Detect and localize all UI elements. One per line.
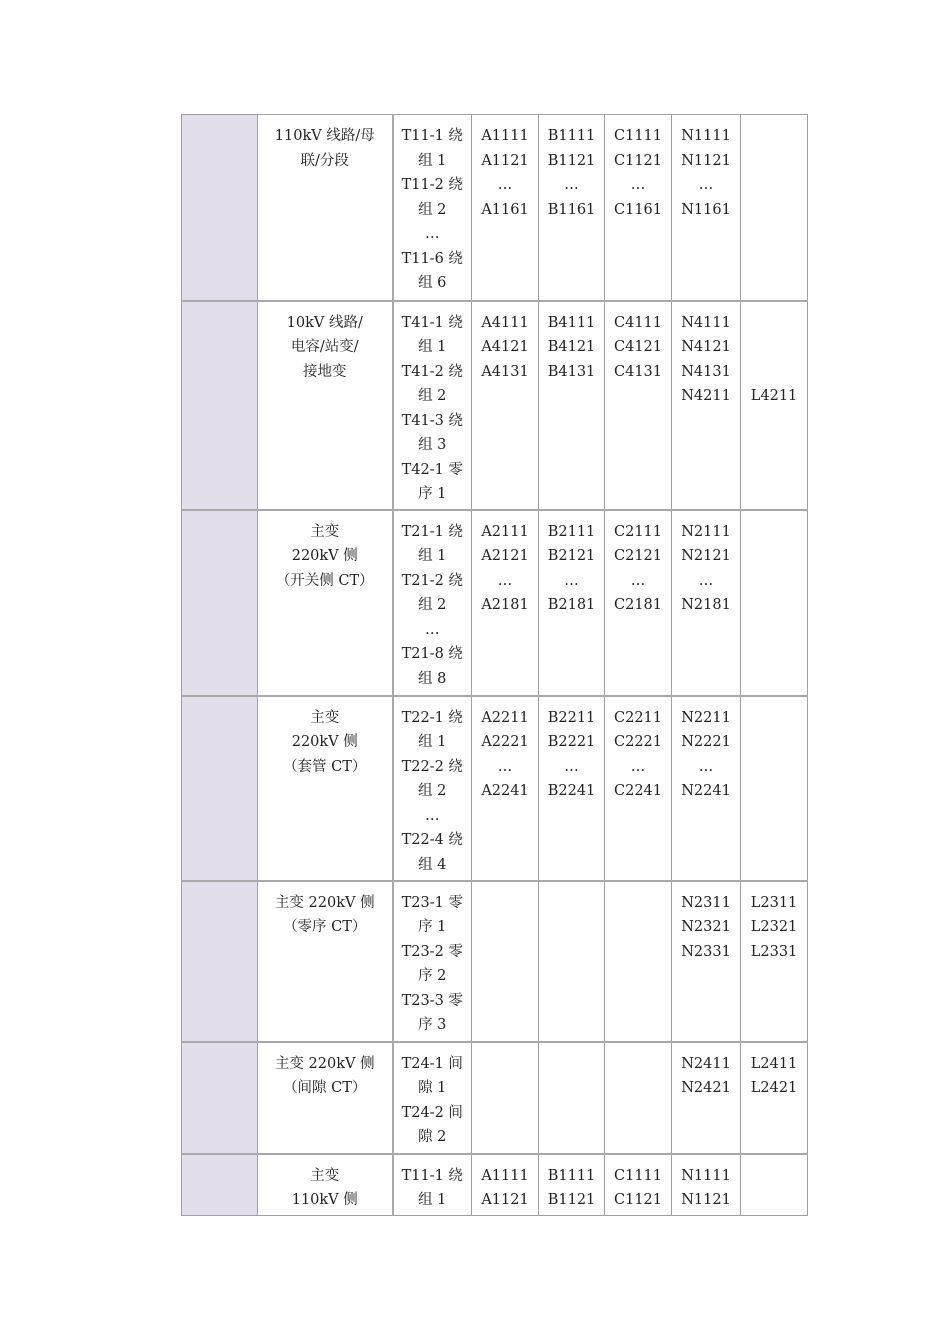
phase-b-terminals	[539, 1042, 605, 1154]
cell-line: 电容/站变/	[290, 339, 359, 355]
cell-line: T11-6 绕	[401, 250, 463, 267]
cell-line: …	[425, 226, 440, 242]
cell-line: B2211	[547, 709, 596, 726]
table-row	[182, 115, 808, 301]
phase-a-terminals	[472, 696, 539, 881]
ct-group-name	[258, 881, 393, 1042]
cell-line: …	[497, 758, 513, 775]
cell-line: L2411	[750, 1055, 798, 1072]
cell-line: 主变	[310, 523, 340, 540]
cell-line: C2241	[614, 783, 662, 799]
cell-line: A2181	[481, 597, 529, 613]
cell-line: …	[564, 177, 579, 193]
neutral-terminals	[672, 881, 741, 1042]
cell-line: …	[698, 758, 714, 775]
cell-line: B1161	[547, 201, 596, 218]
cell-line: B2221	[547, 734, 596, 750]
l-terminals	[741, 696, 808, 881]
phase-c-terminals	[605, 510, 672, 696]
winding-list	[393, 881, 472, 1042]
cell-line: A1111	[481, 128, 529, 144]
cell-line: N2321	[681, 919, 731, 935]
cell-line: A2121	[481, 548, 529, 564]
neutral-terminals	[672, 696, 741, 881]
phase-c-terminals	[605, 1042, 672, 1154]
cell-line: …	[698, 572, 714, 589]
cell-line: C4131	[614, 363, 662, 380]
phase-a-terminals	[472, 510, 539, 696]
table-body	[182, 115, 808, 1216]
cell-line: N2211	[681, 709, 731, 726]
cell-line: （间隙 CT）	[283, 1080, 367, 1096]
cell-line: T23-3 零	[401, 992, 463, 1009]
cell-line: T22-2 绕	[401, 758, 463, 775]
cell-line: C4111	[614, 314, 662, 331]
cell-line: C1121	[614, 152, 662, 169]
table-row	[182, 510, 808, 696]
phase-a-terminals	[472, 1154, 539, 1216]
cell-line: N4121	[681, 339, 731, 355]
cell-line: B2241	[547, 783, 596, 799]
table-row	[182, 881, 808, 1042]
cell-line: A4131	[481, 363, 529, 380]
row-shade-cell	[182, 696, 258, 881]
l-terminals	[741, 881, 808, 1042]
cell-line: 主变 220kV 侧	[274, 1055, 375, 1072]
ct-group-name	[258, 1042, 393, 1154]
phase-c-terminals	[605, 301, 672, 510]
cell-line: 组 2	[418, 783, 447, 799]
cell-line: N2121	[681, 548, 731, 564]
cell-line: 序 1	[418, 919, 447, 935]
winding-list	[393, 115, 472, 301]
row-shade-cell	[182, 881, 258, 1042]
cell-line: T41-1 绕	[401, 314, 463, 331]
phase-b-terminals	[539, 1154, 605, 1216]
cell-line: C2121	[614, 548, 662, 564]
cell-line: 隙 2	[418, 1129, 447, 1145]
winding-list	[393, 1042, 472, 1154]
row-shade-cell	[182, 1154, 258, 1216]
cell-line: N2111	[681, 523, 731, 540]
cell-line: B1111	[547, 128, 596, 144]
cell-line: T42-1 零	[401, 461, 463, 478]
cell-line: L4211	[750, 388, 798, 404]
cell-line: …	[425, 621, 440, 638]
cell-line: T23-2 零	[401, 943, 463, 960]
cell-line: 组 2	[418, 597, 447, 613]
neutral-terminals	[672, 1154, 741, 1216]
l-terminals	[741, 301, 808, 510]
cell-line: L2421	[750, 1080, 798, 1096]
neutral-terminals	[672, 1042, 741, 1154]
cell-line: C1121	[614, 1192, 662, 1208]
row-shade-cell	[182, 115, 258, 301]
cell-line: A2241	[481, 783, 529, 799]
cell-line: T11-1 绕	[401, 1167, 463, 1184]
phase-b-terminals	[539, 301, 605, 510]
cell-line: …	[564, 572, 579, 589]
cell-line: N1111	[681, 1167, 731, 1184]
cell-line: T23-1 零	[401, 894, 463, 911]
cell-line: 组 2	[418, 201, 447, 218]
phase-a-terminals	[472, 1042, 539, 1154]
cell-line: T21-8 绕	[401, 646, 463, 662]
cell-line: C2221	[614, 734, 662, 750]
cell-line: L2331	[750, 943, 798, 960]
row-shade-cell	[182, 1042, 258, 1154]
cell-line: A2211	[481, 709, 529, 726]
cell-line: N1161	[681, 201, 731, 218]
cell-line: C1111	[614, 1167, 662, 1184]
ct-group-name	[258, 1154, 393, 1216]
cell-line: L2321	[750, 919, 798, 935]
cell-line: 隙 1	[418, 1080, 447, 1096]
cell-line: B4121	[547, 339, 596, 355]
cell-line: T41-3 绕	[401, 412, 463, 429]
cell-line: 组 8	[418, 670, 447, 687]
neutral-terminals	[672, 115, 741, 301]
cell-line: N1121	[681, 152, 731, 169]
cell-line: 110kV 侧	[291, 1192, 358, 1208]
cell-line: A1161	[481, 201, 529, 218]
phase-b-terminals	[539, 696, 605, 881]
l-terminals	[741, 1042, 808, 1154]
cell-line: C1111	[614, 128, 662, 144]
cell-line: 组 1	[418, 152, 447, 169]
cell-line: T24-2 间	[401, 1104, 463, 1121]
cell-line: 10kV 线路/	[286, 314, 363, 331]
cell-line: …	[630, 758, 646, 775]
cell-line: 主变 220kV 侧	[274, 894, 375, 911]
cell-line: A1121	[481, 1192, 529, 1208]
cell-line: N4131	[681, 363, 731, 380]
cell-line: …	[698, 177, 714, 193]
phase-a-terminals	[472, 301, 539, 510]
cell-line: N2241	[681, 783, 731, 799]
cell-line: N2181	[681, 597, 731, 613]
cell-line: T24-1 间	[401, 1055, 463, 1072]
cell-line: A1121	[481, 152, 529, 169]
table-row	[182, 1154, 808, 1216]
cell-line	[743, 311, 805, 336]
cell-line: 组 4	[418, 856, 447, 873]
cell-line: 220kV 侧	[291, 548, 358, 564]
cell-line: …	[564, 758, 579, 775]
cell-line: 联/分段	[300, 152, 349, 169]
cell-line: C2111	[614, 523, 662, 540]
cell-line: T11-1 绕	[401, 128, 463, 144]
winding-list	[393, 301, 472, 510]
cell-line: 220kV 侧	[291, 734, 358, 750]
phase-a-terminals	[472, 881, 539, 1042]
cell-line: N2421	[681, 1080, 731, 1096]
cell-line: A2221	[481, 734, 529, 750]
cell-line: 组 1	[418, 1192, 447, 1208]
neutral-terminals	[672, 301, 741, 510]
l-terminals	[741, 115, 808, 301]
cell-line: …	[497, 177, 513, 193]
cell-line: T21-1 绕	[401, 523, 463, 540]
winding-list	[393, 696, 472, 881]
phase-c-terminals	[605, 881, 672, 1042]
cell-line: T22-1 绕	[401, 709, 463, 726]
cell-line: C2181	[614, 597, 662, 613]
cell-line: （开关侧 CT）	[275, 572, 374, 589]
cell-line: 主变	[310, 709, 340, 726]
cell-line: C4121	[614, 339, 662, 355]
neutral-terminals	[672, 510, 741, 696]
cell-line: 组 1	[418, 734, 447, 750]
cell-line: N1111	[681, 128, 731, 144]
cell-line: 主变	[310, 1167, 340, 1184]
cell-line: 序 1	[418, 486, 447, 502]
table-row	[182, 301, 808, 510]
cell-line: B2181	[547, 597, 596, 613]
cell-line: B2121	[547, 548, 596, 564]
phase-c-terminals	[605, 696, 672, 881]
cell-line: （零序 CT）	[283, 919, 367, 935]
cell-line: A4111	[481, 314, 529, 331]
cell-line: N2311	[681, 894, 731, 911]
cell-line: …	[630, 177, 646, 193]
cell-line: …	[425, 807, 440, 824]
cell-line: B1111	[547, 1167, 596, 1184]
row-shade-cell	[182, 301, 258, 510]
cell-line: 组 1	[418, 548, 447, 564]
phase-c-terminals	[605, 1154, 672, 1216]
cell-line: N4111	[681, 314, 731, 331]
cell-line: 序 3	[418, 1017, 447, 1033]
cell-line: B1121	[547, 1192, 596, 1208]
cell-line: …	[497, 572, 513, 589]
cell-line: T22-4 绕	[401, 832, 463, 848]
cell-line: T21-2 绕	[401, 572, 463, 589]
cell-line: N2221	[681, 734, 731, 750]
ct-group-name	[258, 510, 393, 696]
cell-line: 序 2	[418, 968, 447, 984]
cell-line: A2111	[481, 523, 529, 540]
winding-list	[393, 510, 472, 696]
cell-line: C1161	[614, 201, 662, 218]
cell-line: B4131	[547, 363, 596, 380]
cell-line: 110kV 线路/母	[274, 128, 375, 144]
cell-line: T11-2 绕	[401, 177, 463, 193]
cell-line: N1121	[681, 1192, 731, 1208]
ct-terminal-table	[181, 114, 808, 1216]
l-terminals	[741, 510, 808, 696]
cell-line: （套管 CT）	[283, 758, 367, 775]
cell-line: A1111	[481, 1167, 529, 1184]
cell-line: …	[630, 572, 646, 589]
l-terminals	[741, 1154, 808, 1216]
cell-line: 组 3	[418, 437, 447, 453]
row-shade-cell	[182, 510, 258, 696]
cell-line: 组 1	[418, 339, 447, 355]
phase-b-terminals	[539, 115, 605, 301]
ct-group-name	[258, 696, 393, 881]
phase-a-terminals	[472, 115, 539, 301]
phase-b-terminals	[539, 510, 605, 696]
cell-line: 接地变	[303, 363, 347, 380]
table-row	[182, 696, 808, 881]
cell-line: N2411	[681, 1055, 731, 1072]
cell-line: T41-2 绕	[401, 363, 463, 380]
cell-line: A4121	[481, 339, 529, 355]
table-row	[182, 1042, 808, 1154]
cell-line: C2211	[614, 709, 662, 726]
winding-list	[393, 1154, 472, 1216]
phase-b-terminals	[539, 881, 605, 1042]
cell-line	[743, 335, 805, 360]
cell-line: B4111	[547, 314, 596, 331]
cell-line: N2331	[681, 943, 731, 960]
cell-line: L2311	[750, 894, 798, 911]
ct-group-name	[258, 301, 393, 510]
cell-line: N4211	[681, 388, 731, 404]
phase-c-terminals	[605, 115, 672, 301]
cell-line: B1121	[547, 152, 596, 169]
cell-line: 组 2	[418, 388, 447, 404]
cell-line	[743, 360, 805, 385]
cell-line: 组 6	[418, 275, 447, 291]
ct-group-name	[258, 115, 393, 301]
cell-line: B2111	[547, 523, 596, 540]
